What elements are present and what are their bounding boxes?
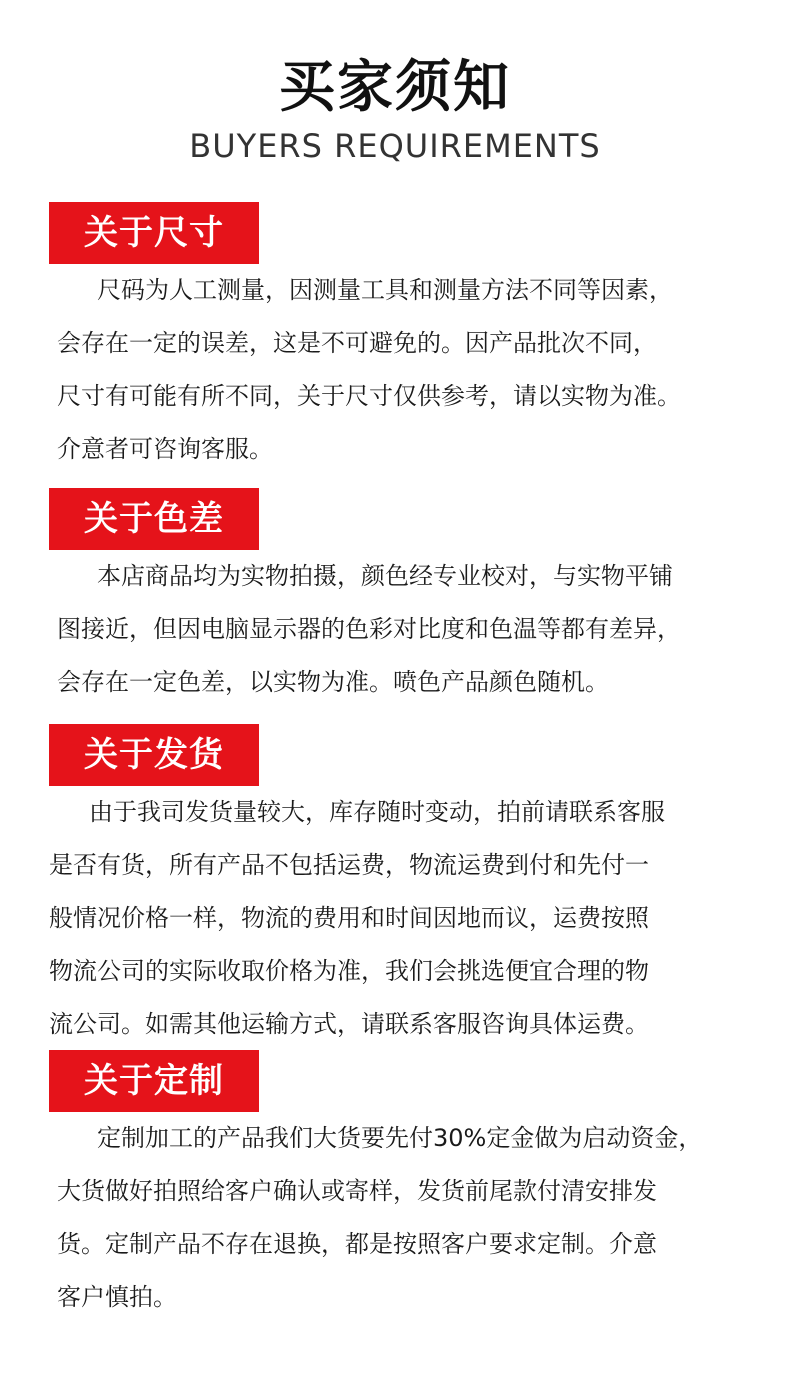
body-line: 货。定制产品不存在退换，都是按照客户要求定制。介意 xyxy=(57,1230,657,1258)
body-line: 本店商品均为实物拍摄，颜色经专业校对，与实物平铺 xyxy=(97,562,673,590)
body-line: 大货做好拍照给客户确认或寄样，发货前尾款付清安排发 xyxy=(57,1177,657,1205)
page-subtitle: BUYERS REQUIREMENTS xyxy=(189,127,601,165)
body-line: 图接近，但因电脑显示器的色彩对比度和色温等都有差异， xyxy=(57,615,681,643)
body-line: 般情况价格一样，物流的费用和时间因地而议，运费按照 xyxy=(49,904,649,932)
body-line: 流公司。如需其他运输方式，请联系客服咨询具体运费。 xyxy=(49,1010,649,1038)
section-heading-color-difference: 关于色差 xyxy=(49,488,259,550)
body-line: 物流公司的实际收取价格为准，我们会挑选便宜合理的物 xyxy=(49,957,649,985)
section-body-customization xyxy=(57,1112,702,1324)
section-body-color-difference xyxy=(57,550,681,709)
body-line: 尺码为人工测量，因测量工具和测量方法不同等因素， xyxy=(97,276,673,304)
page-title: 买家须知 xyxy=(279,55,511,120)
body-line: 是否有货，所有产品不包括运费，物流运费到付和先付一 xyxy=(49,851,649,879)
section-heading-customization: 关于定制 xyxy=(49,1050,259,1112)
body-line: 尺寸有可能有所不同，关于尺寸仅供参考，请以实物为准。 xyxy=(57,382,681,410)
body-line: 会存在一定色差，以实物为准。喷色产品颜色随机。 xyxy=(57,668,609,696)
body-line: 客户慎拍。 xyxy=(57,1283,177,1311)
body-line: 会存在一定的误差，这是不可避免的。因产品批次不同， xyxy=(57,329,657,357)
section-body-size xyxy=(57,264,681,476)
section-heading-size: 关于尺寸 xyxy=(49,202,259,264)
body-line: 定制加工的产品我们大货要先付30%定金做为启动资金， xyxy=(97,1124,703,1152)
body-line: 由于我司发货量较大，库存随时变动，拍前请联系客服 xyxy=(89,798,665,826)
body-line: 介意者可咨询客服。 xyxy=(57,435,273,463)
section-heading-shipping: 关于发货 xyxy=(49,724,259,786)
section-body-shipping xyxy=(49,786,665,1051)
